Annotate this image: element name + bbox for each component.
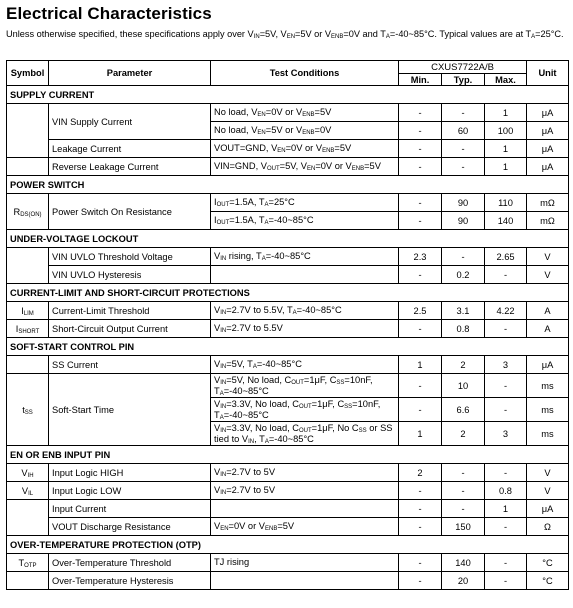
- table-row: [7, 554, 569, 572]
- unit-cell: μA: [527, 140, 569, 158]
- typ-cell: 0.2: [442, 266, 485, 284]
- section-header: [7, 230, 569, 248]
- table-row: [7, 320, 569, 338]
- header-parameter: Parameter: [49, 61, 211, 86]
- min-cell: -: [399, 518, 442, 536]
- max-cell: 1: [485, 500, 527, 518]
- min-cell: -: [399, 104, 442, 122]
- parameter-cell: Over-Temperature Hysteresis: [49, 572, 211, 590]
- condition-cell: $V_{IN}=2.7V$ to 5V: [211, 482, 399, 500]
- header-max: Max.: [485, 74, 527, 86]
- typ-cell: 2: [442, 356, 485, 374]
- typ-cell: -: [442, 104, 485, 122]
- max-cell: 110: [485, 194, 527, 212]
- min-cell: -: [399, 266, 442, 284]
- table-row: [7, 374, 569, 398]
- max-cell: -: [485, 374, 527, 398]
- typ-cell: -: [442, 482, 485, 500]
- typ-cell: -: [442, 464, 485, 482]
- unit-cell: V: [527, 482, 569, 500]
- table-row: [7, 356, 569, 374]
- condition-cell: $V_{IN}=3.3V$, No load, $C_{OUT}=1\mu F$, $C_{SS}=10nF$, $T_A=-40\sim 85^\circ C$: [211, 398, 399, 422]
- typ-cell: 10: [442, 374, 485, 398]
- section-header: [7, 284, 569, 302]
- parameter-cell: VIN UVLO Threshold Voltage: [49, 248, 211, 266]
- unit-cell: ms: [527, 374, 569, 398]
- section-header: [7, 176, 569, 194]
- table-row: [7, 500, 569, 518]
- table-row: [7, 104, 569, 122]
- header-typ: Typ.: [442, 74, 485, 86]
- max-cell: 140: [485, 212, 527, 230]
- unit-cell: μA: [527, 104, 569, 122]
- symbol-cell: $t_{SS}$: [7, 374, 49, 446]
- section-header: [7, 86, 569, 104]
- section-title: POWER SWITCH: [7, 176, 569, 194]
- condition-cell: [211, 500, 399, 518]
- min-cell: -: [399, 572, 442, 590]
- min-cell: 1: [399, 356, 442, 374]
- parameter-cell: Input Logic HIGH: [49, 464, 211, 482]
- condition-cell: $V_{IN}=2.7V$ to 5V: [211, 464, 399, 482]
- max-cell: 4.22: [485, 302, 527, 320]
- min-cell: -: [399, 158, 442, 176]
- symbol-cell: $V_{IH}$: [7, 464, 49, 482]
- table-row: [7, 482, 569, 500]
- min-cell: -: [399, 500, 442, 518]
- min-cell: -: [399, 554, 442, 572]
- table-body: [7, 86, 569, 590]
- parameter-cell: VOUT Discharge Resistance: [49, 518, 211, 536]
- condition-cell: TJ rising: [211, 554, 399, 572]
- symbol-cell: [7, 500, 49, 536]
- table-row: [7, 158, 569, 176]
- condition-cell: $V_{IN}=2.7V$ to 5.5V, $T_A=-40\sim 85^\circ C$: [211, 302, 399, 320]
- typ-cell: -: [442, 140, 485, 158]
- typ-cell: 90: [442, 212, 485, 230]
- typ-cell: 60: [442, 122, 485, 140]
- parameter-cell: Over-Temperature Threshold: [49, 554, 211, 572]
- header-part-number: CXUS7722A/B: [399, 61, 527, 74]
- unit-cell: mΩ: [527, 212, 569, 230]
- typ-cell: 20: [442, 572, 485, 590]
- header-min: Min.: [399, 74, 442, 86]
- section-title: SOFT-START CONTROL PIN: [7, 338, 569, 356]
- min-cell: 2.3: [399, 248, 442, 266]
- unit-cell: A: [527, 320, 569, 338]
- min-cell: -: [399, 194, 442, 212]
- symbol-cell: [7, 356, 49, 374]
- parameter-cell: Input Current: [49, 500, 211, 518]
- max-cell: 2.65: [485, 248, 527, 266]
- unit-cell: μA: [527, 500, 569, 518]
- parameter-cell: Current-Limit Threshold: [49, 302, 211, 320]
- max-cell: -: [485, 554, 527, 572]
- condition-cell: $I_{OUT}=1.5A$, $T_A=-40\sim 85^\circ C$: [211, 212, 399, 230]
- min-cell: -: [399, 374, 442, 398]
- section-header: [7, 446, 569, 464]
- parameter-cell: Short-Circuit Output Current: [49, 320, 211, 338]
- parameter-cell: Power Switch On Resistance: [49, 194, 211, 230]
- header-symbol: Symbol: [7, 61, 49, 86]
- condition-cell: $V_{IN}=2.7V$ to 5.5V: [211, 320, 399, 338]
- table-row: [7, 194, 569, 212]
- section-title: EN OR ENB INPUT PIN: [7, 446, 569, 464]
- min-cell: -: [399, 398, 442, 422]
- unit-cell: Ω: [527, 518, 569, 536]
- section-title: UNDER-VOLTAGE LOCKOUT: [7, 230, 569, 248]
- symbol-cell: $I_{LIM}$: [7, 302, 49, 320]
- min-cell: 2.5: [399, 302, 442, 320]
- symbol-cell: $I_{SHORT}$: [7, 320, 49, 338]
- parameter-cell: Reverse Leakage Current: [49, 158, 211, 176]
- symbol-cell: $R_{DS(ON)}$: [7, 194, 49, 230]
- max-cell: 1: [485, 104, 527, 122]
- table-row: [7, 464, 569, 482]
- electrical-characteristics-table: [6, 60, 569, 590]
- unit-cell: mΩ: [527, 194, 569, 212]
- conditions-note: Unless otherwise specified, these specifications apply over $V_{IN}=5V$, $V_{EN}=5V$ or $V_{ENB}=0V$ and $T_A=-40\sim 85^\circ C$. Typical values are at $T_A=25^\circ C$.: [6, 29, 564, 40]
- header-unit: Unit: [527, 61, 569, 86]
- condition-cell: VOUT=GND, $V_{EN}=0V$ or $V_{ENB}=5V$: [211, 140, 399, 158]
- typ-cell: 2: [442, 422, 485, 446]
- typ-cell: -: [442, 500, 485, 518]
- min-cell: -: [399, 320, 442, 338]
- symbol-cell: [7, 104, 49, 158]
- max-cell: 1: [485, 158, 527, 176]
- max-cell: -: [485, 572, 527, 590]
- unit-cell: °C: [527, 554, 569, 572]
- condition-cell: $V_{IN}=5V$, $T_A=-40\sim 85^\circ C$: [211, 356, 399, 374]
- condition-cell: [211, 266, 399, 284]
- max-cell: -: [485, 320, 527, 338]
- unit-cell: °C: [527, 572, 569, 590]
- max-cell: -: [485, 518, 527, 536]
- min-cell: -: [399, 212, 442, 230]
- typ-cell: 150: [442, 518, 485, 536]
- unit-cell: ms: [527, 422, 569, 446]
- symbol-cell: [7, 248, 49, 284]
- section-header: [7, 338, 569, 356]
- max-cell: 3: [485, 422, 527, 446]
- unit-cell: V: [527, 266, 569, 284]
- min-cell: 2: [399, 464, 442, 482]
- symbol-cell: $T_{OTP}$: [7, 554, 49, 572]
- table-row: [7, 518, 569, 536]
- parameter-cell: SS Current: [49, 356, 211, 374]
- parameter-cell: Input Logic LOW: [49, 482, 211, 500]
- symbol-cell: $V_{IL}$: [7, 482, 49, 500]
- table-row: [7, 140, 569, 158]
- condition-cell: No load, $V_{EN}=0V$ or $V_{ENB}=5V$: [211, 104, 399, 122]
- header-conditions: Test Conditions: [211, 61, 399, 86]
- unit-cell: μA: [527, 158, 569, 176]
- unit-cell: μA: [527, 356, 569, 374]
- table-row: [7, 248, 569, 266]
- unit-cell: A: [527, 302, 569, 320]
- typ-cell: 0.8: [442, 320, 485, 338]
- max-cell: -: [485, 266, 527, 284]
- section-header: [7, 536, 569, 554]
- section-title: SUPPLY CURRENT: [7, 86, 569, 104]
- typ-cell: 6.6: [442, 398, 485, 422]
- min-cell: -: [399, 482, 442, 500]
- max-cell: 1: [485, 140, 527, 158]
- condition-cell: VIN=GND, $V_{OUT}=5V$, $V_{EN}=0V$ or $V_{ENB}=5V$: [211, 158, 399, 176]
- min-cell: 1: [399, 422, 442, 446]
- condition-cell: $V_{IN}=5V$, No load, $C_{OUT}=1\mu F$, $C_{SS}=10nF$, $T_A=-40\sim 85^\circ C$: [211, 374, 399, 398]
- min-cell: -: [399, 122, 442, 140]
- parameter-cell: VIN Supply Current: [49, 104, 211, 140]
- typ-cell: 140: [442, 554, 485, 572]
- page-title: Electrical Characteristics: [6, 4, 212, 23]
- condition-cell: [211, 572, 399, 590]
- max-cell: -: [485, 398, 527, 422]
- unit-cell: ms: [527, 398, 569, 422]
- typ-cell: 3.1: [442, 302, 485, 320]
- table-row: [7, 302, 569, 320]
- min-cell: -: [399, 140, 442, 158]
- parameter-cell: Soft-Start Time: [49, 374, 211, 446]
- table-row: [7, 572, 569, 590]
- typ-cell: -: [442, 248, 485, 266]
- unit-cell: V: [527, 464, 569, 482]
- unit-cell: μA: [527, 122, 569, 140]
- condition-cell: $I_{OUT}=1.5A$, $T_A=25^\circ C$: [211, 194, 399, 212]
- condition-cell: $V_{EN}=0V$ or $V_{ENB}=5V$: [211, 518, 399, 536]
- table-row: [7, 266, 569, 284]
- parameter-cell: Leakage Current: [49, 140, 211, 158]
- max-cell: 100: [485, 122, 527, 140]
- max-cell: 0.8: [485, 482, 527, 500]
- section-title: CURRENT-LIMIT AND SHORT-CIRCUIT PROTECTIONS: [7, 284, 569, 302]
- max-cell: -: [485, 464, 527, 482]
- unit-cell: V: [527, 248, 569, 266]
- symbol-cell: [7, 572, 49, 590]
- condition-cell: $V_{IN}$ rising, $T_A=-40\sim 85^\circ C$: [211, 248, 399, 266]
- parameter-cell: VIN UVLO Hysteresis: [49, 266, 211, 284]
- max-cell: 3: [485, 356, 527, 374]
- condition-cell: No load, $V_{EN}=5V$ or $V_{ENB}=0V$: [211, 122, 399, 140]
- typ-cell: -: [442, 158, 485, 176]
- symbol-cell: [7, 158, 49, 176]
- condition-cell: $V_{IN}=3.3V$, No load, $C_{OUT}=1\mu F$, No $C_{SS}$ or SS tied to $V_{IN}$, $T_A=-40\sim 85^\circ C$: [211, 422, 399, 446]
- typ-cell: 90: [442, 194, 485, 212]
- section-title: OVER-TEMPERATURE PROTECTION (OTP): [7, 536, 569, 554]
